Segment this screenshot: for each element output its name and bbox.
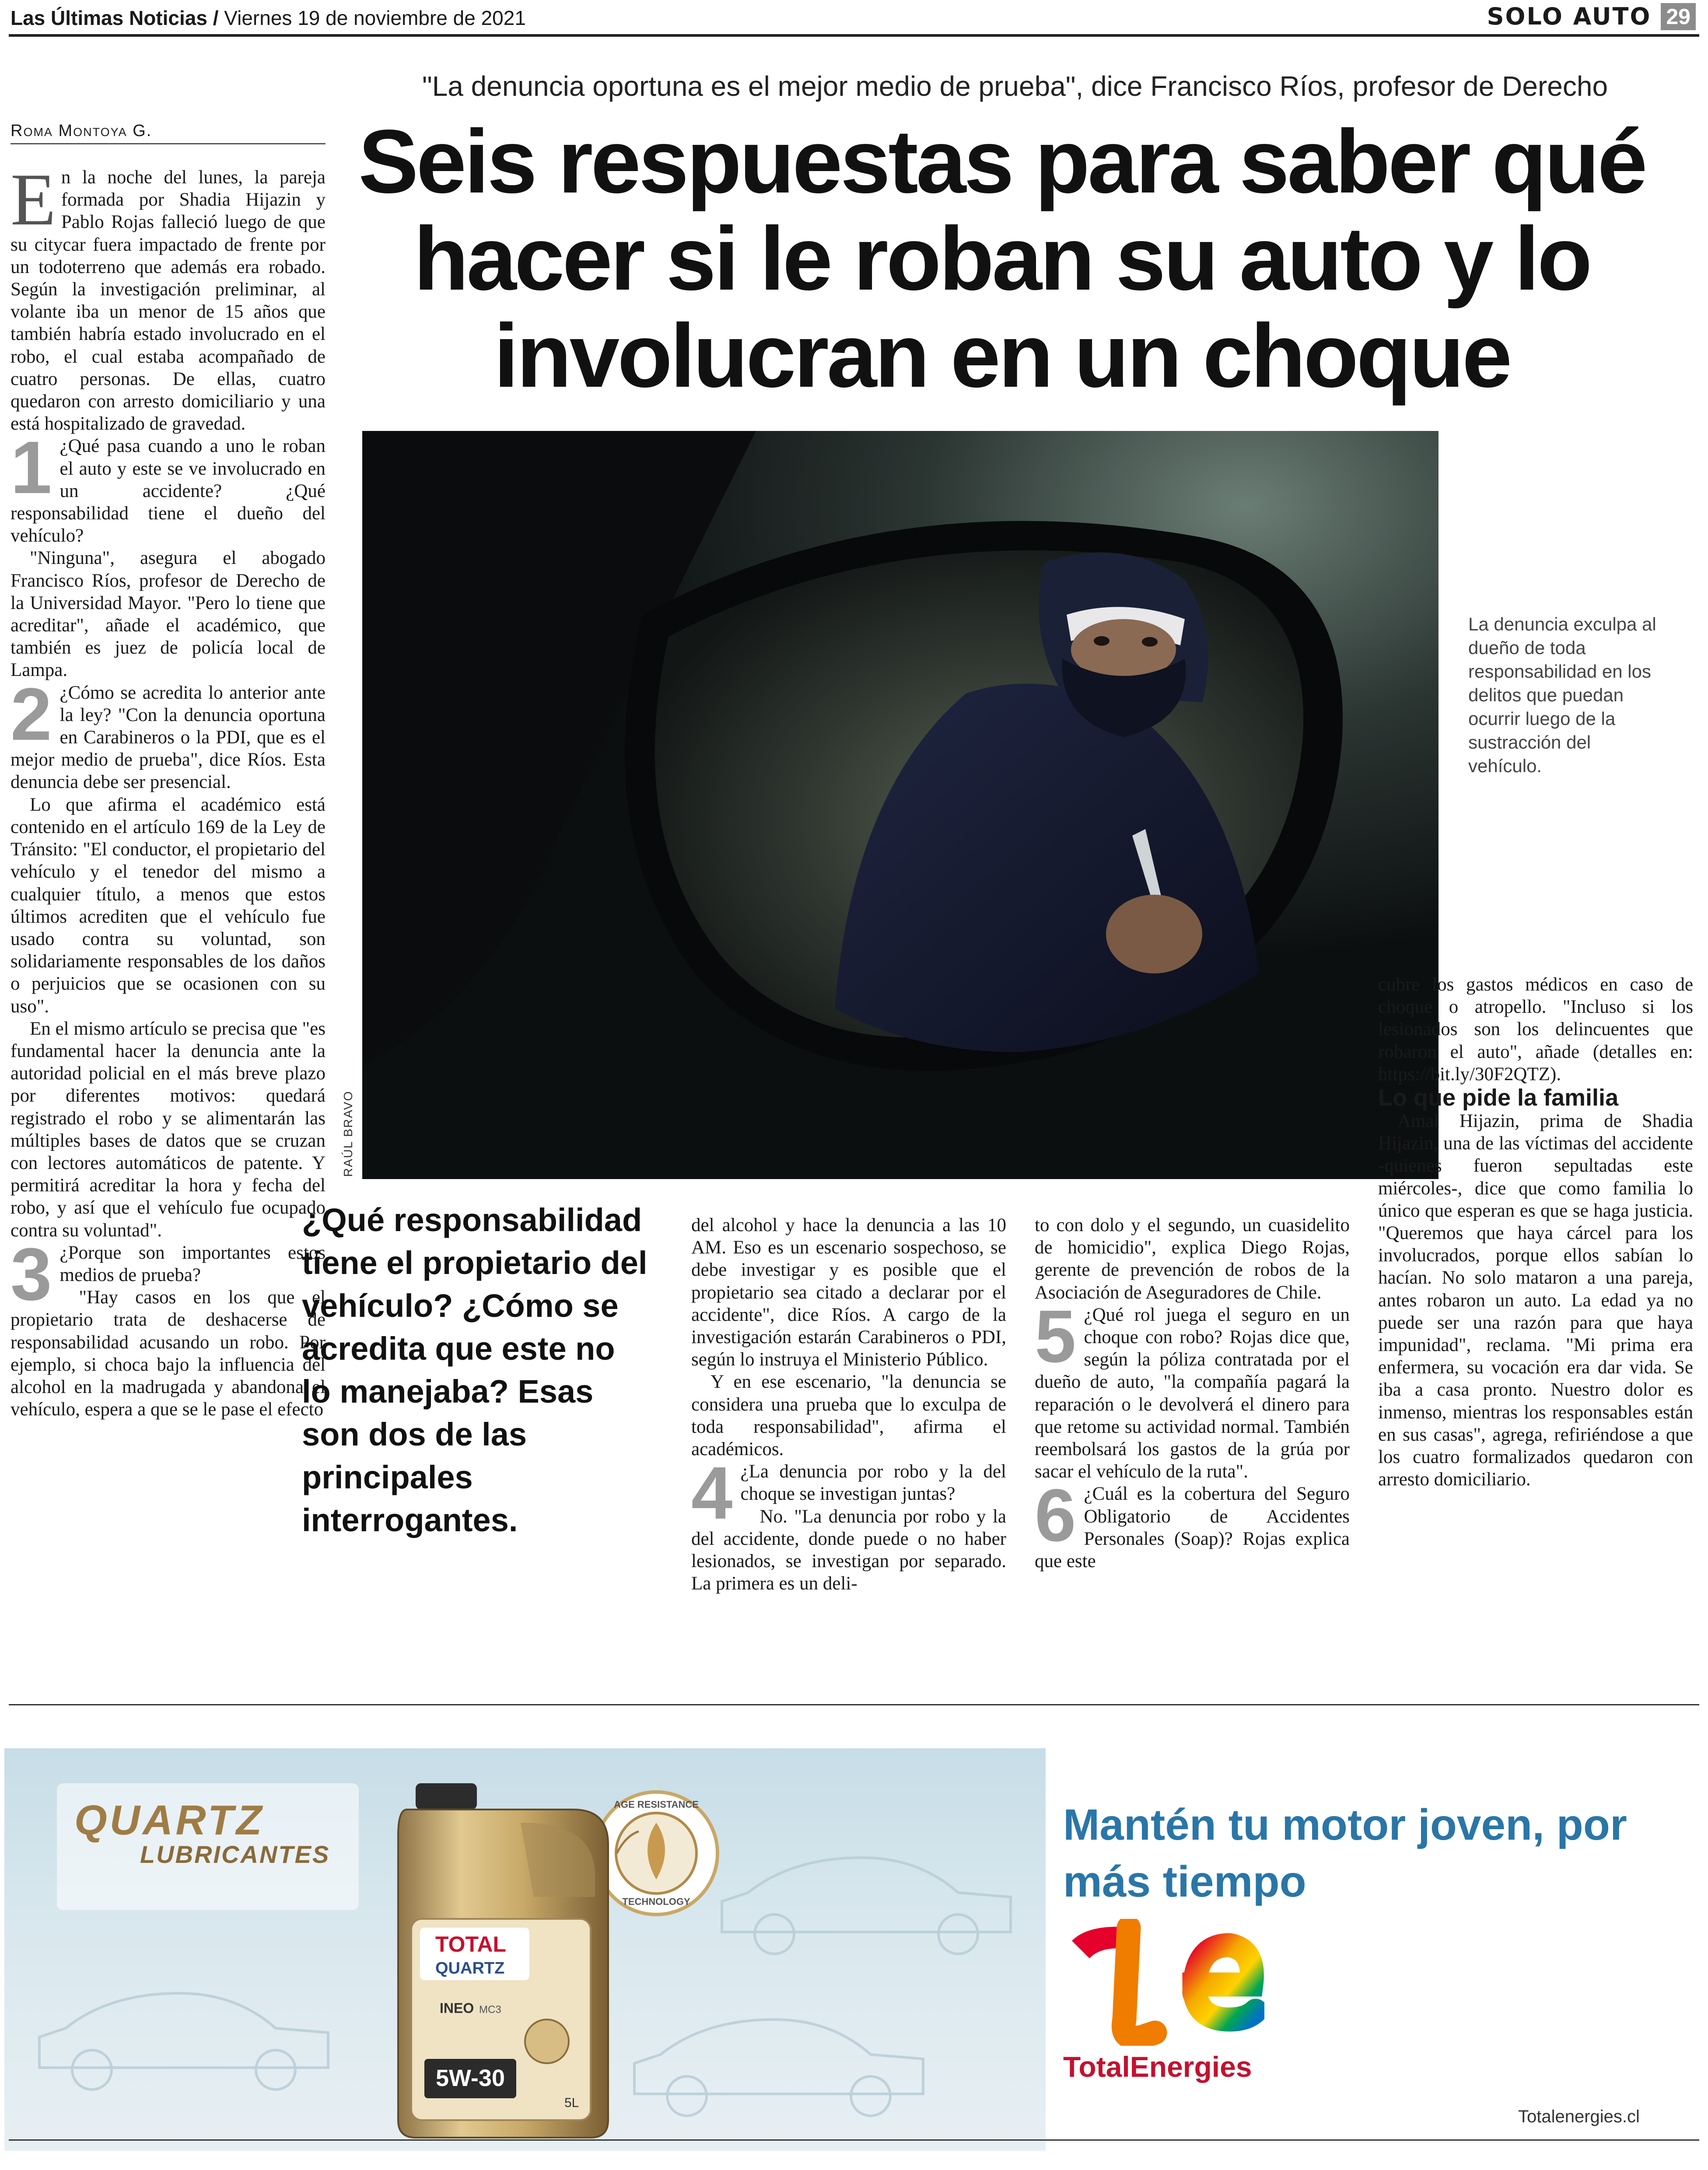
newspaper-name: Las Últimas Noticias / (10, 7, 219, 29)
answer-3: "Hay casos en los que el propietario trata de deshacerse de responsabilidad acusando un robo. Por ejemplo, si choca bajo la influencia del alcohol en la madrugada y abandona el vehículo, espera a que se le pase el efecto (10, 1287, 326, 1420)
bottle-brand-quartz: QUARTZ (435, 1959, 505, 1978)
question-number-2: 2 (10, 672, 52, 756)
masthead (10, 6, 526, 30)
question-4: 4 ¿La denuncia por robo y la del choque se investigan juntas? (691, 1452, 1006, 1535)
body-paragraph: del alcohol y hace la denuncia a las 10 AM. Eso es un escenario sospechoso, se debe investigar y es posible que el propietario sea citado a declarar por el accidente", dice Ríos. A cargo de la investigación estarán Carabineros o PDI, según lo instruya el Ministerio Público. (691, 1215, 1006, 1370)
section-header (1487, 3, 1696, 30)
photo-credit: RAÚL BRAVO (341, 1090, 355, 1177)
page-number: 29 (1661, 3, 1696, 30)
body-paragraph: to con dolo y el segundo, un cuasidelito de homicidio", explica Diego Rojas, gerente de prevención de robos de la Asociación de Aseguradores de Chile. (1035, 1215, 1350, 1303)
answer-1: "Ninguna", asegura el abogado Francisco Ríos, profesor de Derecho de la Universidad Mayor. "Pero lo tiene que acreditar", añade el académico, que también es juez de policía local de Lampa. (10, 548, 326, 681)
section-name: SOLO AUTO (1487, 3, 1652, 30)
article-headline: Seis respuestas para saber qué hacer si le roban su auto y lo involucran en un choque (358, 111, 1645, 406)
ad-website-url: Totalenergies.cl (1518, 2107, 1640, 2126)
body-paragraph: Y en ese escenario, "la denuncia se considera una prueba que lo exculpa de toda responsabilidad", afirma el académicos. (691, 1372, 1006, 1460)
quartz-logo: QUARTZ (74, 1797, 265, 1844)
article-kicker: "La denuncia oportuna es el mejor medio de prueba", dice Francisco Ríos, profesor de Derecho (422, 70, 1608, 102)
body-paragraph: En el mismo artículo se precisa que "es fundamental hacer la denuncia ante la autoridad policial en el más breve plazo por diferentes motivos: quedará registrado el robo y se alimentarán las múltiples bases de datos que se cruzan con lectores automáticos de patente. Y permitirá acreditar la hora y fecha del robo, y así que el vehículo fue ocupado contra su voluntad". (10, 1018, 326, 1241)
header-rule (9, 34, 1699, 37)
ad-slogan: Mantén tu motor joven, por más tiempo (1063, 1800, 1627, 1906)
question-2: 2 ¿Cómo se acredita lo anterior ante la ley? "Con la denuncia oportuna en Carabineros o la PDI, que es el mejor medio de prueba", dice Ríos. Esta denuncia debe ser presencial. (10, 672, 326, 793)
lead-paragraph: En la noche del lunes, la pareja formada por Shadia Hijazin y Pablo Rojas falleció luego de que su citycar fuera impactado de frente por un todoterreno que además era robado. Según la investigación preliminar, al volante iba un menor de 15 años que también habría estado involucrado en el robo, el cual estaba acompañado de cuatro personas. De ellas, cuatro quedaron con arresto domiciliario y una está hospitalizado de gravedad. (10, 158, 326, 434)
article-column-1 (10, 158, 326, 1421)
photo-caption: La denuncia exculpa al dueño de toda responsabilidad en los delitos que puedan ocurrir luego de la sustracción del vehículo. (1468, 614, 1656, 776)
bottle-brand-total: TOTAL (435, 1932, 507, 1956)
advertisement-image-panel (4, 1748, 1046, 2151)
question-number-5: 5 (1035, 1295, 1076, 1378)
body-paragraph: cubre los gastos médicos en caso de choque o atropello. "Incluso si los lesionados son los delincuentes que robaron el auto", añade (detalles en: https://bit.ly/30F2QTZ). (1378, 974, 1693, 1085)
body-paragraph: Amal Hijazin, prima de Shadia Hijazin, una de las víctimas del accidente -quienes fueron sepultadas este miércoles-, dice que como familia lo único que esperan es que se haga justicia. "Queremos que haya cárcel para los involucrados, porque ellos sabían lo hacían. No solo mataron a una pareja, antes robaron un auto. La edad ya no puede ser una razón para que haya impunidad", reclama. "Mi prima era enfermera, su vocación era dar vida. Se iba a casa pronto. Nuestro dolor es inmenso, mientras los responsables están en sus casas", agrega, refiriéndose a que los cuatro formalizados quedaron con arresto domiciliario. (1378, 1111, 1693, 1490)
totalenergies-wordmark: TotalEnergies (1063, 2051, 1252, 2083)
issue-date: Viernes 19 de noviembre de 2021 (224, 7, 526, 29)
answer-4: No. "La denuncia por robo y la del accidente, donde puede o no haber lesionados, se investigan por separado. La primera es un deli- (691, 1506, 1006, 1594)
body-paragraph: Lo que afirma el académico está contenido en el artículo 169 de la Ley de Tránsito: "El conductor, el propietario del vehículo y el tenedor del mismo a cualquier título, a menos que estos últimos acrediten que el vehículo fue usado contra su voluntad, son solidariamente responsables de los daños o perjuicios que se ocasionen con su uso". (10, 794, 326, 1017)
car-mirror-thief-image (362, 431, 1438, 1179)
totalenergies-logo-icon (1063, 1919, 1264, 2046)
article-column-5 (1378, 973, 1693, 1491)
question-1: 1 ¿Qué pasa cuando a uno le roban el auto y este se ve involucrado en un accidente? ¿Qué responsabilidad tiene el dueño del vehículo? (10, 426, 326, 546)
question-5: 5 ¿Qué rol juega el seguro en un choque con robo? Rojas dice que, según la póliza contratada por el dueño de auto, "la compañía pagará la reparación o le devolverá el dinero para que retome su actividad normal. También reembolsará los gastos de la grúa por sacar el vehículo de la ruta". (1035, 1295, 1350, 1482)
badge-bottom-text: TECHNOLOGY (622, 1896, 690, 1907)
pull-quote: ¿Qué responsabilidad tiene el propietario del vehículo? ¿Cómo se acredita que este no lo manejaba? Esas son dos de las principales interrogantes. (302, 1202, 648, 1538)
section-subhead: Lo que pide la familia (1378, 1085, 1619, 1111)
article-photo (362, 431, 1438, 1179)
badge-top-text: AGE RESISTANCE (614, 1799, 699, 1810)
bottle-line: INEO (440, 2000, 474, 2016)
oil-bottle (389, 1774, 634, 2142)
question-3: 3 ¿Porque son importantes estos medios de prueba? (10, 1232, 326, 1316)
article-column-3 (691, 1214, 1006, 1595)
ad-top-rule (9, 1704, 1699, 1705)
question-number-1: 1 (10, 426, 52, 510)
byline: Roma Montoya G. (10, 122, 326, 144)
drop-cap: E (10, 158, 56, 241)
question-6: 6 ¿Cuál es la cobertura del Seguro Obligatorio de Accidentes Personales (Soap)? Rojas explica que este (1035, 1474, 1350, 1572)
article-column-4 (1035, 1214, 1350, 1572)
advertisement-text-panel (1046, 1748, 1693, 2151)
ad-bottom-rule (9, 2139, 1699, 2141)
bottle-grade: 5W-30 (436, 2065, 505, 2091)
question-number-4: 4 (691, 1452, 733, 1535)
question-number-6: 6 (1035, 1474, 1076, 1558)
bottle-size: 5L (564, 2096, 579, 2110)
question-number-3: 3 (10, 1232, 52, 1316)
lubricantes-label: LUBRICANTES (140, 1841, 330, 1868)
bottle-sub: MC3 (479, 2004, 501, 2016)
